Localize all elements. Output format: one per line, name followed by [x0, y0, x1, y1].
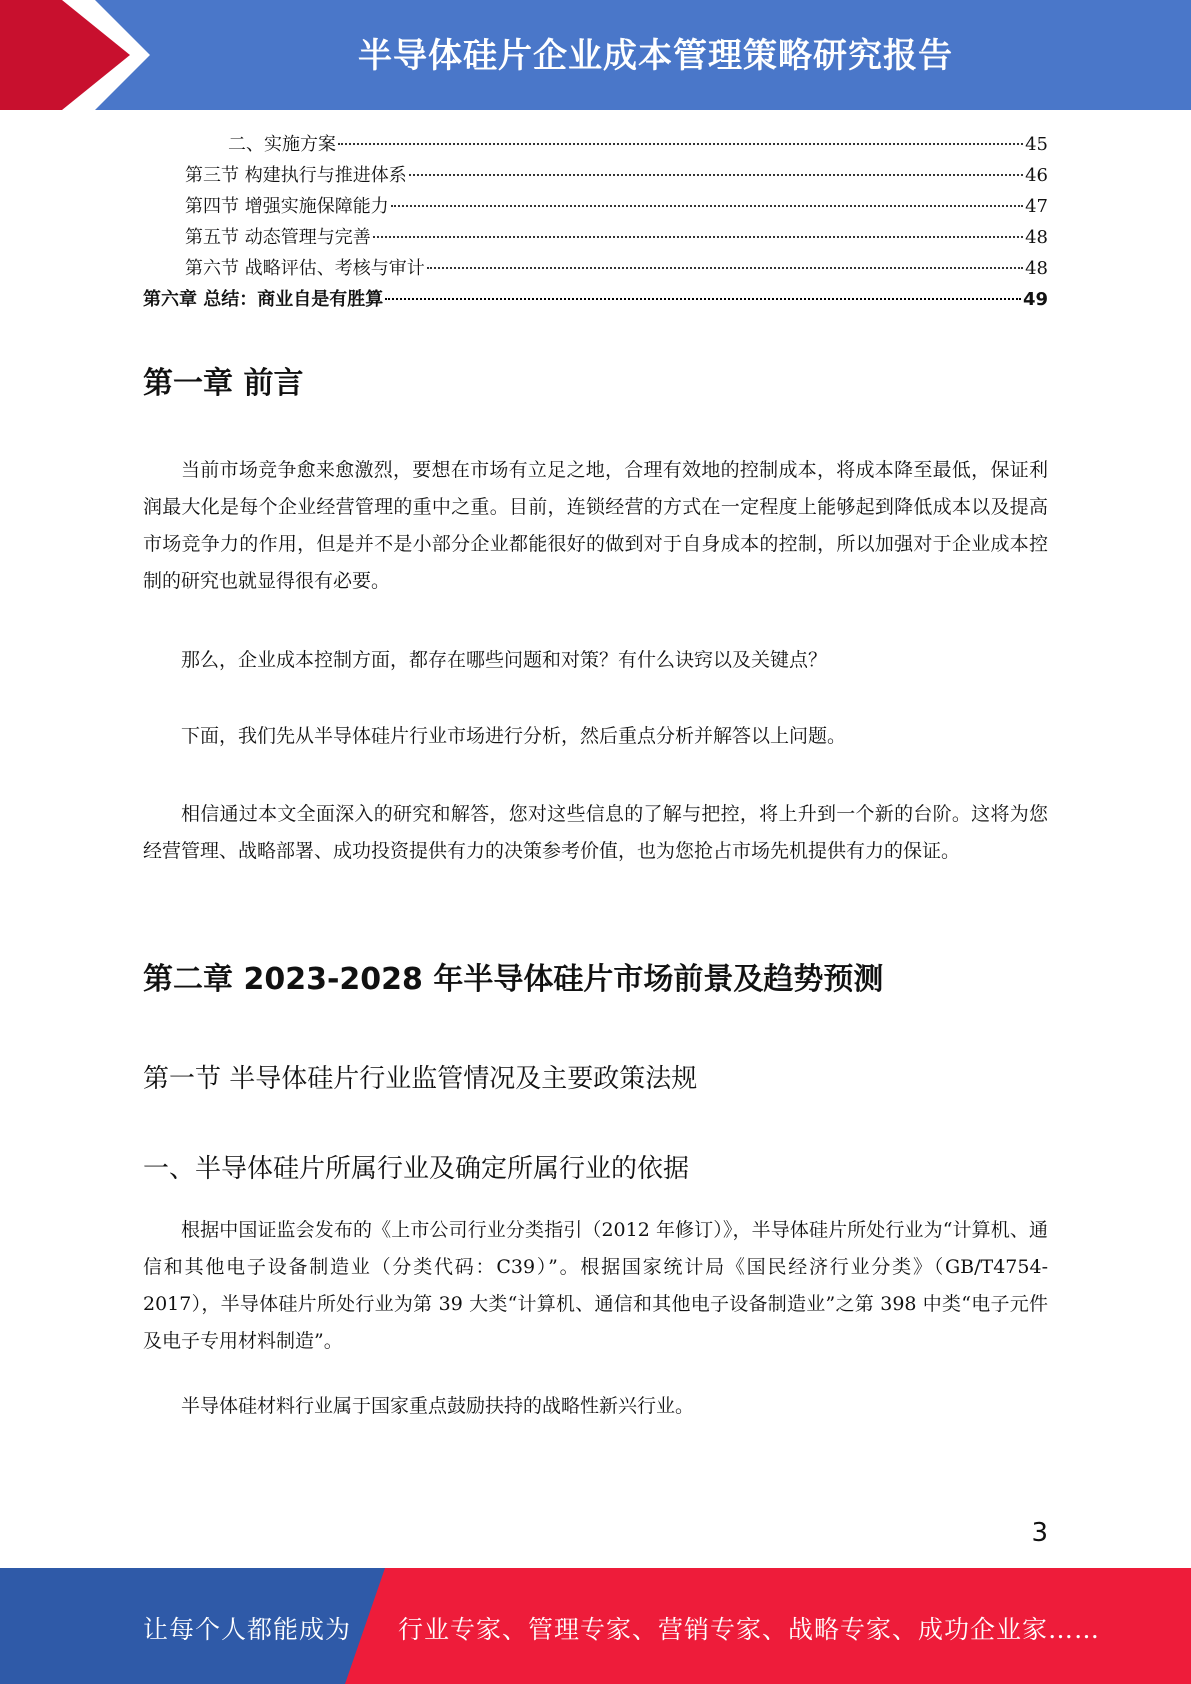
toc-item[interactable] [143, 254, 1048, 285]
page-header [0, 0, 1191, 110]
toc-item[interactable] [143, 223, 1048, 254]
chapter-1-paragraph: 那么，企业成本控制方面，都存在哪些问题和对策？有什么诀窍以及关键点？ [181, 649, 828, 671]
chapter-2-paragraph: 根据中国证监会发布的《上市公司行业分类指引（2012 年修订）》，半导体硅片所处行业为“计算机、通信和其他电子设备制造业（分类代码：C39）”。根据国家统计局《国民经济行业分类》（GB/T4754-2017），半导体硅片所处行业为第 39 大类“计算机、通信和其他电子设备制造业”之第 398 中类“电子元件及电子专用材料制造”。 [143, 1219, 1048, 1352]
subsection-heading: 一、半导体硅片所属行业及确定所属行业的依据 [143, 1154, 690, 1184]
toc-leader-dots [409, 174, 1023, 176]
toc-item-page: 49 [1022, 289, 1048, 310]
toc-item-label: 二、实施方案 [228, 134, 336, 155]
toc-item-page: 48 [1025, 227, 1048, 248]
report-title: 半导体硅片企业成本管理策略研究报告 [358, 36, 953, 76]
toc-item[interactable] [143, 285, 1048, 316]
toc-leader-dots [385, 298, 1021, 300]
toc-item-label: 第六节 战略评估、考核与审计 [185, 258, 425, 279]
toc-item-page: 45 [1025, 134, 1048, 155]
toc-item[interactable] [143, 161, 1048, 192]
toc-item-page: 48 [1025, 258, 1048, 279]
footer-slogan-right: 行业专家、管理专家、营销专家、战略专家、成功企业家…… [398, 1615, 1101, 1644]
toc-item-label: 第五节 动态管理与完善 [185, 227, 371, 248]
section-heading: 第一节 半导体硅片行业监管情况及主要政策法规 [143, 1064, 698, 1094]
chapter-1-paragraph: 当前市场竞争愈来愈激烈，要想在市场有立足之地，合理有效地的控制成本，将成本降至最低，保证利润最大化是每个企业经营管理的重中之重。目前，连锁经营的方式在一定程度上能够起到降低成本以及提高市场竞争力的作用，但是并不是小部分企业都能很好的做到对于自身成本的控制，所以加强对于企业成本控制的研究也就显得很有必要。 [143, 459, 1048, 592]
toc-item-page: 47 [1025, 196, 1048, 217]
footer-slogan-left: 让每个人都能成为 [143, 1615, 352, 1644]
toc-leader-dots [373, 236, 1023, 238]
chapter-2-heading: 第二章 2023-2028 年半导体硅片市场前景及趋势预测 [143, 962, 884, 997]
toc-leader-dots [338, 143, 1023, 145]
toc-item-label: 第四节 增强实施保障能力 [185, 196, 389, 217]
toc-item[interactable] [143, 192, 1048, 223]
chapter-2-paragraph: 半导体硅材料行业属于国家重点鼓励扶持的战略性新兴行业。 [181, 1395, 695, 1417]
chapter-1-paragraph: 下面，我们先从半导体硅片行业市场进行分析，然后重点分析并解答以上问题。 [181, 725, 847, 747]
toc-item-page: 46 [1025, 165, 1048, 186]
toc-leader-dots [427, 267, 1023, 269]
toc-item-label: 第六章 总结：商业自是有胜算 [143, 289, 384, 310]
page-footer [0, 1568, 1191, 1684]
toc-item-label: 第三节 构建执行与推进体系 [185, 165, 407, 186]
toc-item[interactable] [143, 130, 1048, 161]
toc-leader-dots [391, 205, 1023, 207]
chapter-1-paragraph: 相信通过本文全面深入的研究和解答，您对这些信息的了解与把控，将上升到一个新的台阶。这将为您经营管理、战略部署、成功投资提供有力的决策参考价值，也为您抢占市场先机提供有力的保证。 [143, 803, 1048, 862]
page-number: 3 [1031, 1518, 1048, 1548]
table-of-contents [143, 130, 1048, 316]
chapter-1-heading: 第一章 前言 [143, 366, 304, 401]
